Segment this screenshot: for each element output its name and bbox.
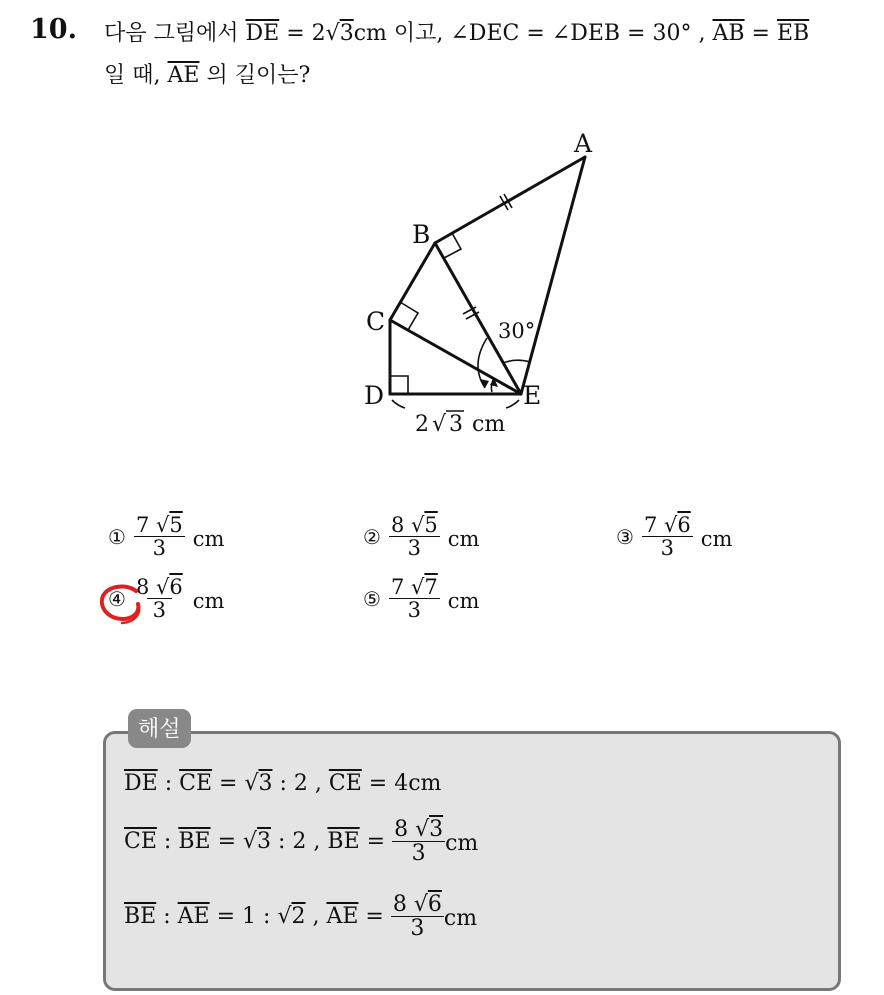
- solution-line-2: $\overline{CE}$ : $\overline{BE}$ = √ 3 : 2 , $\overline{BE}$ = $\frac{8 √3}{3}$ cm: [124, 817, 479, 867]
- choice-unit: cm: [447, 526, 480, 551]
- equals-sign: =: [751, 21, 770, 46]
- solution-fraction: $\frac{8 √6}{3}$: [392, 892, 442, 942]
- selected-answer-mark: [96, 582, 152, 626]
- geometry-figure: [0, 0, 884, 480]
- angle-arc-aeb: [503, 360, 530, 363]
- choice-fraction: $\frac{7 √5}{3}$: [135, 513, 183, 561]
- choice-unit: cm: [700, 526, 733, 551]
- label-e: E: [523, 381, 542, 410]
- choice-1[interactable]: [108, 514, 224, 559]
- cm-text: cm 이고,: [353, 21, 444, 46]
- length-rad: 3: [449, 412, 463, 437]
- arrow-head-1: [480, 379, 489, 388]
- length-mark-left: [392, 400, 405, 408]
- length-coef: 2: [415, 412, 429, 437]
- choice-unit: cm: [447, 588, 480, 613]
- choice-fraction: $\frac{7 √7}{3}$: [390, 575, 438, 623]
- question-prefix: 일 때,: [104, 63, 161, 88]
- equals-two: = 2: [286, 21, 326, 46]
- length-mark-right: [506, 400, 519, 408]
- question-intro: 다음 그림에서: [104, 21, 239, 46]
- segment-ab: $\overline{AB}$: [712, 21, 745, 46]
- choice-fraction: $\frac{8 √6}{3}$: [135, 575, 183, 623]
- choice-marker: ②: [363, 524, 381, 549]
- choice-marker: ③: [616, 524, 634, 549]
- segment-line-ab: [435, 157, 585, 243]
- label-b: B: [412, 220, 431, 249]
- choice-2[interactable]: [363, 514, 479, 559]
- segment-ae: $\overline{AE}$: [167, 63, 200, 88]
- solution-line-3: $\overline{BE}$ : $\overline{AE}$ = 1 : √ 2 , $\overline{AE}$ = $\frac{8 √6}{3}$ cm: [124, 892, 478, 942]
- label-d: D: [364, 381, 385, 410]
- angle-label: 30°: [498, 319, 536, 343]
- choice-fraction: $\frac{7 √6}{3}$: [643, 513, 691, 561]
- sqrt-three: √3: [325, 21, 354, 46]
- question-number: 10.: [30, 14, 77, 45]
- choice-5[interactable]: [363, 576, 479, 621]
- choice-3[interactable]: [616, 514, 732, 559]
- choice-marker: ①: [108, 524, 126, 549]
- segment-line-ae: [521, 157, 585, 394]
- label-a: A: [574, 129, 593, 158]
- angle-condition: ∠DEC = ∠DEB = 30° ,: [450, 21, 706, 46]
- segment-de: $\overline{DE}$: [245, 21, 280, 46]
- length-unit: cm: [472, 412, 506, 437]
- choice-fraction: $\frac{8 √5}{3}$: [390, 513, 438, 561]
- solution-fraction: $\frac{8 √3}{3}$: [394, 817, 444, 867]
- right-angle-mark-d: [390, 376, 408, 394]
- choice-unit: cm: [192, 526, 225, 551]
- solution-line-1: $\overline{DE}$ : $\overline{CE}$ = √ 3 : 2 , $\overline{CE}$ = 4cm: [124, 771, 442, 796]
- solution-tag: 해설: [128, 709, 191, 748]
- length-label: [415, 411, 505, 437]
- question-suffix: 의 길이는?: [206, 63, 311, 88]
- choice-marker: ④: [108, 586, 126, 611]
- choice-marker: ⑤: [363, 586, 381, 611]
- segment-eb: $\overline{EB}$: [776, 21, 810, 46]
- choice-unit: cm: [192, 588, 225, 613]
- segment-line-bc: [390, 243, 435, 320]
- length-radical-sign: √: [432, 412, 447, 437]
- label-c: C: [366, 307, 386, 336]
